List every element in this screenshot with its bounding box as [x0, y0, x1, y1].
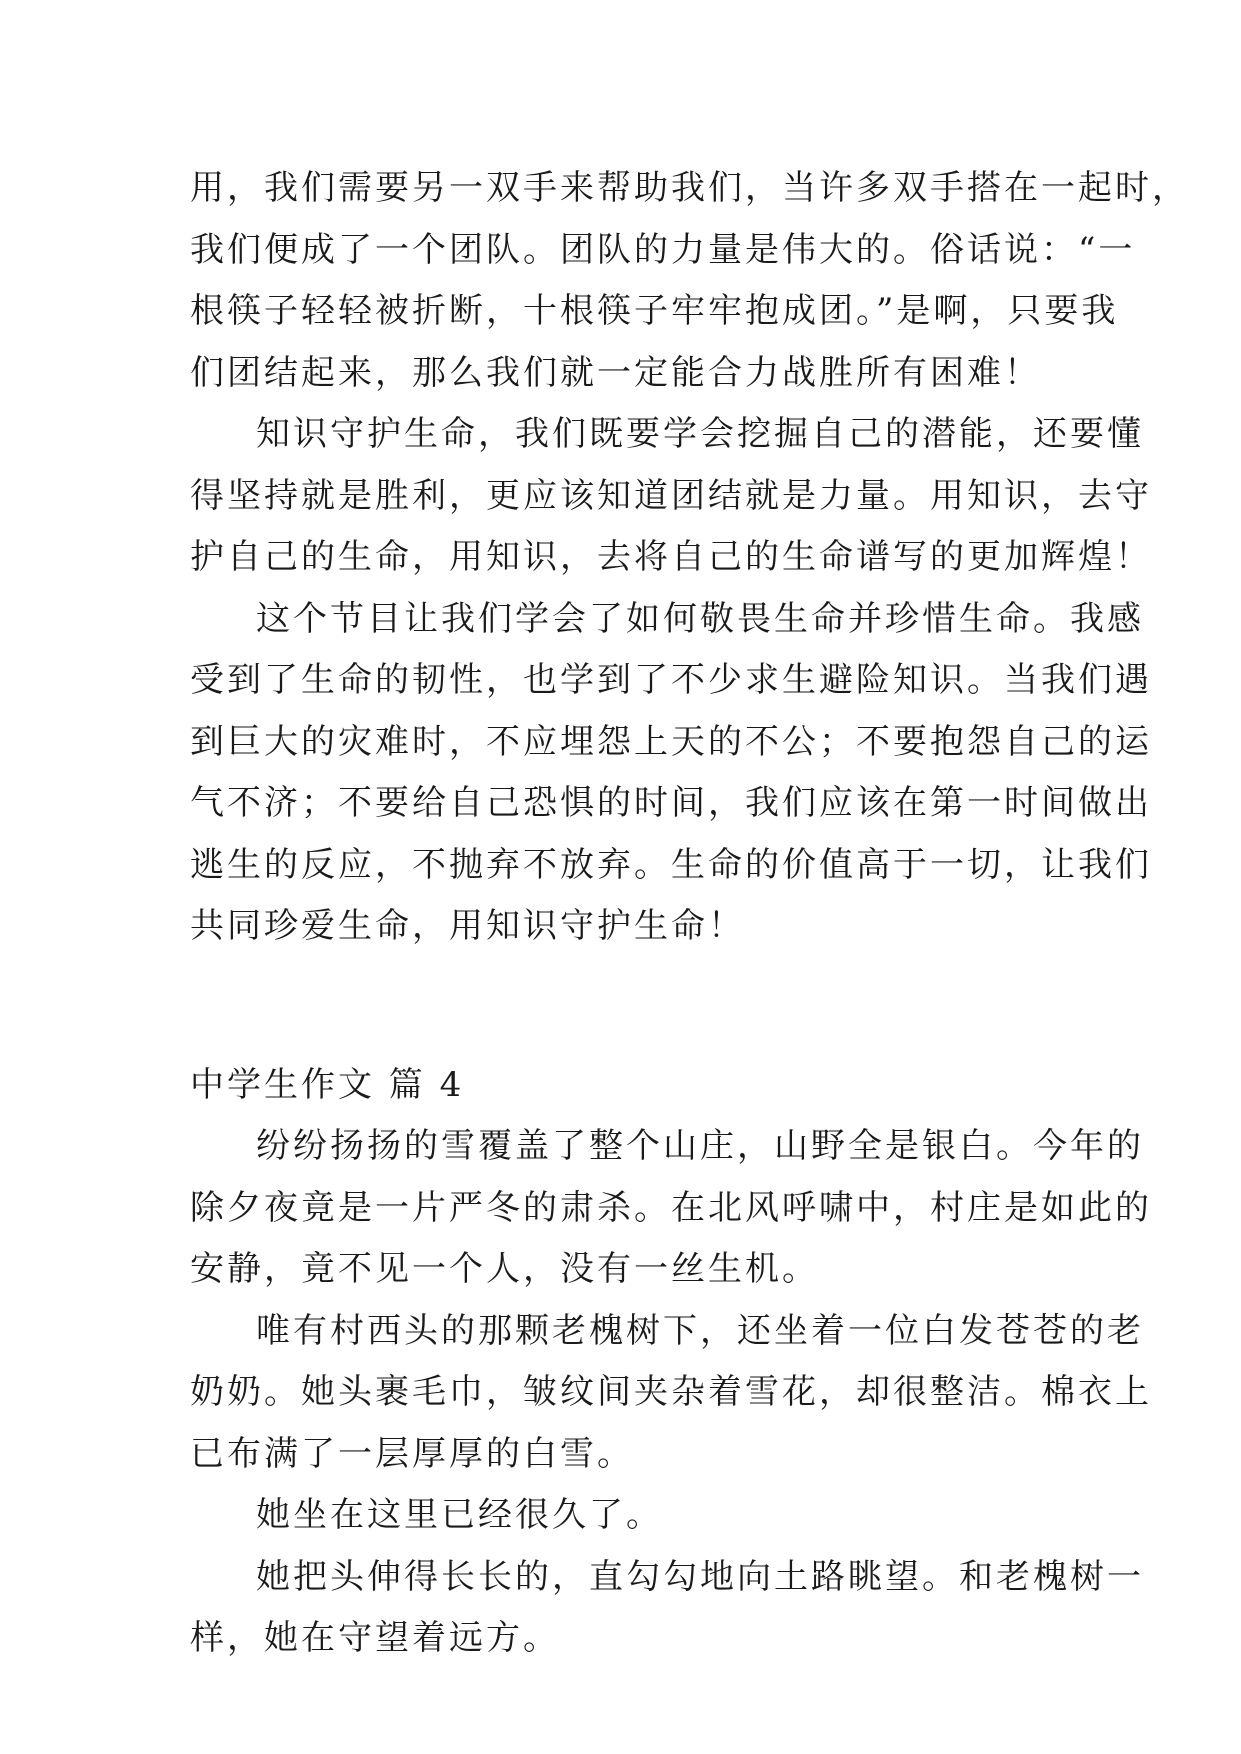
text-line: 共同珍爱生命，用知识守护生命！: [190, 906, 745, 946]
text-line: 知识守护生命，我们既要学会挖掘自己的潜能，还要懂: [256, 414, 1144, 454]
section-heading: 中学生作文 篇 4: [190, 1064, 465, 1105]
text-line: 受到了生命的韧性，也学到了不少求生避险知识。当我们遇: [190, 660, 1152, 700]
text-line: 除夕夜竟是一片严冬的肃杀。在北风呼啸中，村庄是如此的: [190, 1187, 1152, 1228]
paragraph: [190, 158, 1189, 404]
text-line: 纷纷扬扬的雪覆盖了整个山庄，山野全是银白。今年的: [256, 1126, 1144, 1166]
text-line: 逃生的反应，不抛弃不放弃。生命的价值高于一切，让我们: [190, 844, 1152, 885]
text-line: 得坚持就是胜利，更应该知道团结就是力量。用知识，去守: [190, 475, 1152, 516]
text-line: 唯有村西头的那颗老槐树下，还坐着一位白发苍苍的老: [256, 1310, 1144, 1351]
document-page: [190, 158, 1189, 1670]
text-line: 安静，竟不见一个人，没有一丝生机。: [190, 1249, 819, 1289]
text-line: 奶奶。她头裹毛巾，皱纹间夹杂着雪花，却很整洁。棉衣上: [190, 1372, 1152, 1412]
text-line: 护自己的生命，用知识，去将自己的生命谱写的更加辉煌！: [190, 537, 1152, 577]
text-line: 她坐在这里已经很久了。: [256, 1495, 663, 1535]
text-line: 这个节目让我们学会了如何敬畏生命并珍惜生命。我感: [256, 598, 1144, 639]
paragraph: [190, 589, 1152, 958]
paragraph: [190, 1485, 1060, 1547]
paragraph: [190, 1116, 1152, 1301]
text-line: 们团结起来，那么我们就一定能合力战胜所有困难！: [190, 352, 1041, 393]
text-line: 样，她在守望着远方。: [190, 1618, 560, 1658]
paragraph: [190, 404, 1152, 589]
text-line: 气不济；不要给自己恐惧的时间，我们应该在第一时间做出: [190, 783, 1152, 823]
text-line: 根筷子轻轻被折断，十根筷子牢牢抱成团。”是啊，只要我: [190, 291, 1119, 331]
paragraph: [190, 1547, 1144, 1670]
text-line: 她把头伸得长长的，直勾勾地向土路眺望。和老槐树一: [256, 1556, 1144, 1597]
text-line: 我们便成了一个团队。团队的力量是伟大的。俗话说：“一: [190, 229, 1136, 270]
text-line: 已布满了一层厚厚的白雪。: [190, 1433, 634, 1474]
text-line: 到巨大的灾难时，不应埋怨上天的不公；不要抱怨自己的运: [190, 721, 1152, 762]
paragraph: [190, 1301, 1152, 1486]
text-line: 用，我们需要另一双手来帮助我们，当许多双手搭在一起时，: [190, 168, 1189, 208]
